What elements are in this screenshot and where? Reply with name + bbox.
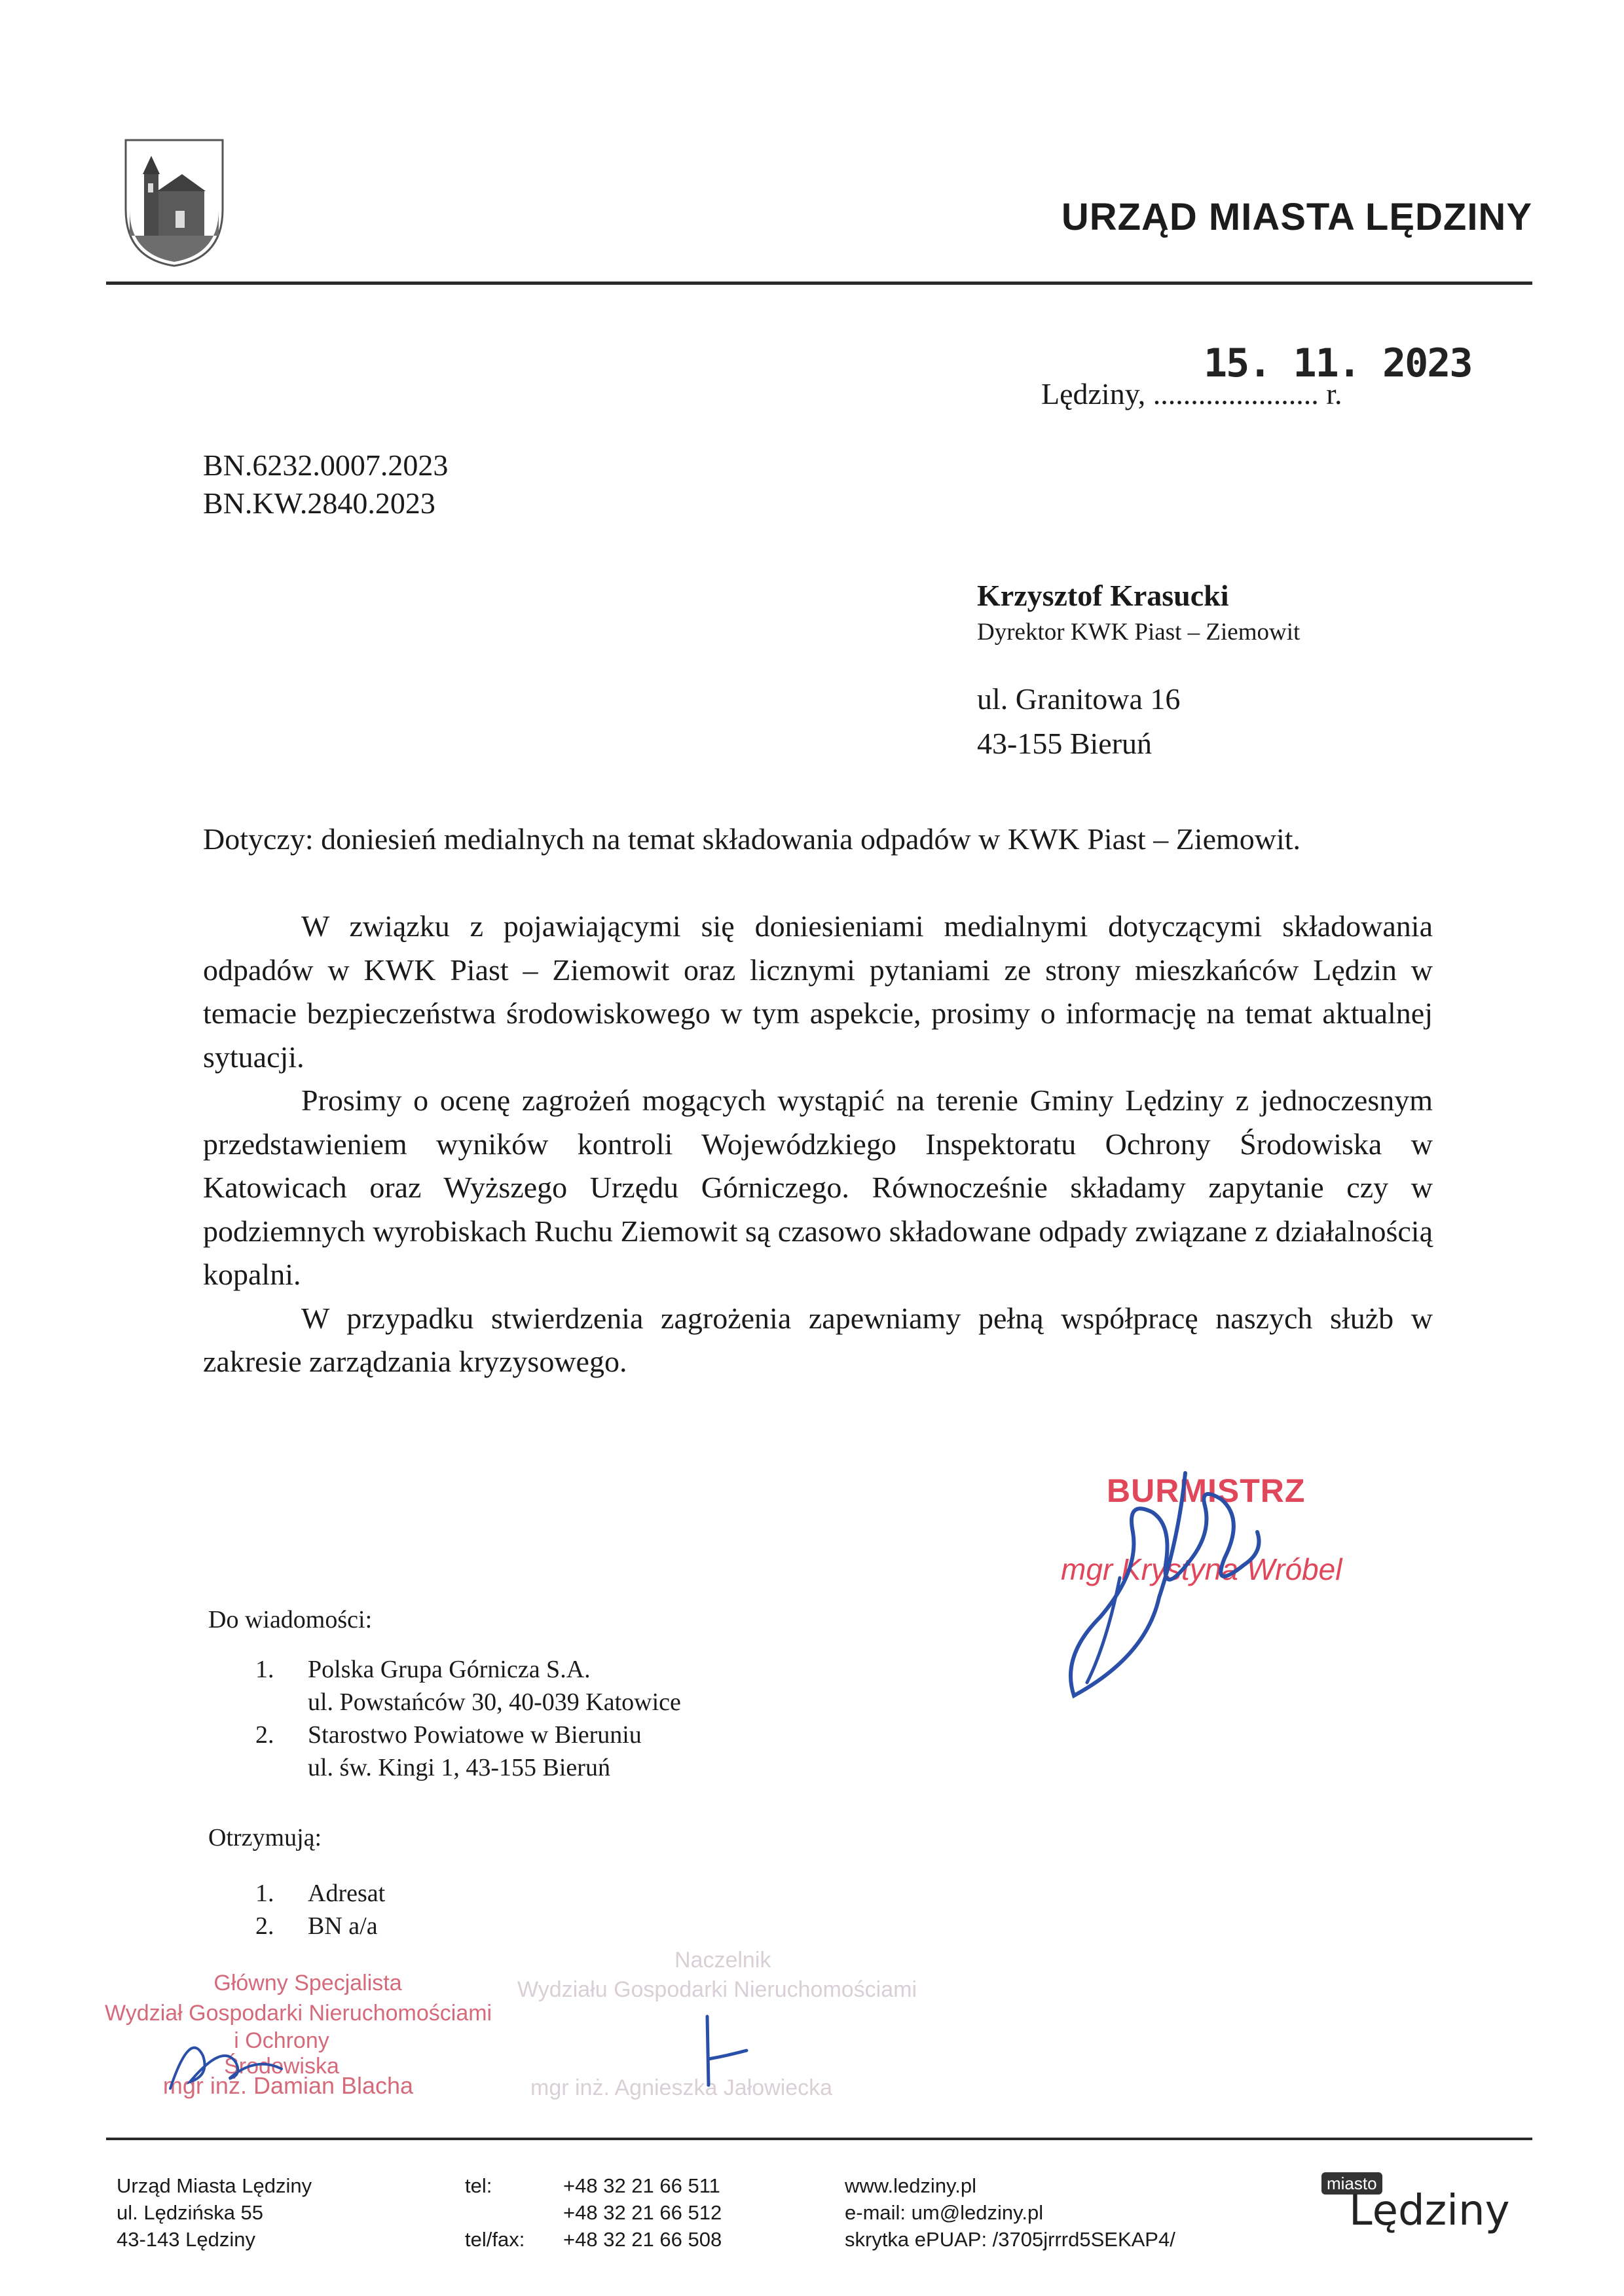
coat-of-arms-icon — [123, 137, 225, 268]
reference-numbers — [203, 446, 448, 522]
stamp-specialist-title: Główny Specjalista — [213, 1971, 402, 1995]
city-logo-tag: miasto — [1321, 2172, 1382, 2195]
body-paragraph: W związku z pojawiającymi się doniesieniami medialnymi dotyczącymi składowania odpadów w KWK Piast – Ziemowit oraz licznymi pytaniami ze strony mieszkańców Lędzin w temacie bezpieczeństwa środowiskowego w tym aspekcie, prosimy o informację na temat aktualnej sytuacji. — [203, 909, 1433, 1074]
cc-address: ul. św. Kingi 1, 43-155 Bieruń — [308, 1754, 610, 1781]
footer-contact — [845, 2172, 1175, 2253]
date-line: Lędziny, ...................... r. — [1041, 377, 1342, 410]
recipient-city: 43-155 Bieruń — [977, 727, 1153, 760]
list-item — [255, 1877, 385, 1910]
recipient-name: Krzysztof Krasucki — [977, 579, 1229, 612]
stamp-specialist-env: i Ochrony Środowiska — [224, 2028, 339, 2079]
footer-epuap: skrytka ePUAP: /3705jrrrd5SEKAP4/ — [845, 2228, 1175, 2251]
list-number: 2. — [255, 1912, 274, 1940]
footer-tel-label: tel/fax: — [465, 2228, 525, 2251]
signature-title: BURMISTRZ — [1107, 1472, 1306, 1509]
handwritten-signature — [1048, 1460, 1323, 1722]
list-item — [255, 1719, 681, 1784]
footer-rule — [106, 2138, 1532, 2140]
list-item — [255, 1653, 681, 1719]
footer-tel-values — [563, 2172, 722, 2253]
office-name: URZĄD MIASTA LĘDZINY — [1061, 196, 1532, 238]
signature-name: mgr Krystyna Wróbel — [1061, 1552, 1342, 1586]
footer-website-link[interactable]: www.ledziny.pl — [845, 2174, 977, 2197]
cc-list — [255, 1653, 681, 1784]
footer-address-line: Urząd Miasta Lędziny — [117, 2174, 312, 2197]
recipient-block — [977, 576, 1300, 766]
body-paragraph: Prosimy o ocenę zagrożeń mogących wystąpić na terenie Gminy Lędziny z jednoczesnym przedstawieniem wyników kontroli Wojewódzkiego Inspektoratu Ochrony Środowiska w Katowicach oraz Wyższego Urzędu Górniczego. Równocześnie składamy zapytanie czy w podziemnych wyrobiskach Ruchu Ziemowit są czasowo składowane odpady związane z działalnością kopalni. — [203, 1084, 1433, 1291]
body-paragraph: W przypadku stwierdzenia zagrożenia zapewniamy pełną współpracę naszych służb w zakresie zarządzania kryzysowego. — [203, 1301, 1433, 1378]
footer-tel-number: +48 32 21 66 508 — [563, 2228, 722, 2251]
city-logo-word: Lędziny — [1349, 2187, 1510, 2235]
list-number: 1. — [255, 1880, 274, 1907]
list-number: 2. — [255, 1721, 274, 1749]
stamp-head-title: Naczelnik — [674, 1948, 771, 1973]
recipients-label: Otrzymują: — [208, 1824, 322, 1851]
recipient-entry: BN a/a — [308, 1912, 378, 1940]
header-rule — [106, 282, 1532, 285]
footer-tel-label — [465, 2199, 525, 2226]
letter-body — [203, 905, 1433, 1384]
recipients-list — [255, 1877, 385, 1942]
cc-org: Polska Grupa Górnicza S.A. — [308, 1656, 591, 1683]
reference-number: BN.6232.0007.2023 — [203, 448, 449, 482]
stamp-specialist-name: mgr inż. Damian Blacha — [162, 2072, 414, 2099]
footer-tel-number: +48 32 21 66 511 — [563, 2174, 720, 2197]
recipient-entry: Adresat — [308, 1880, 386, 1907]
footer-tel-labels — [465, 2172, 525, 2253]
recipient-role: Dyrektor KWK Piast – Ziemowit — [977, 619, 1301, 646]
reference-number: BN.KW.2840.2023 — [203, 486, 435, 520]
stamp-head-name: mgr inż. Agnieszka Jałowiecka — [530, 2075, 833, 2100]
cc-label: Do wiadomości: — [208, 1606, 373, 1633]
list-item — [255, 1910, 385, 1942]
footer-email-link[interactable]: e-mail: um@ledziny.pl — [845, 2201, 1044, 2224]
footer-address-line: ul. Lędzińska 55 — [117, 2201, 264, 2224]
date-stamp: 15. 11. 2023 — [1204, 340, 1472, 386]
footer-address — [117, 2172, 312, 2253]
footer-tel-label: tel: — [465, 2174, 492, 2197]
list-number: 1. — [255, 1656, 274, 1683]
head-initial-mark — [688, 2010, 753, 2088]
specialist-signature — [151, 2016, 295, 2102]
cc-org: Starostwo Powiatowe w Bieruniu — [308, 1721, 642, 1749]
recipient-street: ul. Granitowa 16 — [977, 682, 1181, 716]
subject-line: Dotyczy: doniesień medialnych na temat składowania odpadów w KWK Piast – Ziemowit. — [203, 822, 1301, 856]
footer-address-line: 43-143 Lędziny — [117, 2228, 255, 2251]
stamp-specialist-dept: Wydział Gospodarki Nieruchomościami — [105, 2001, 492, 2026]
recipient-address — [977, 677, 1300, 766]
stamp-head-dept: Wydziału Gospodarki Nieruchomościami — [517, 1977, 917, 2002]
cc-address: ul. Powstańców 30, 40-039 Katowice — [308, 1688, 681, 1716]
footer-tel-number: +48 32 21 66 512 — [563, 2201, 722, 2224]
